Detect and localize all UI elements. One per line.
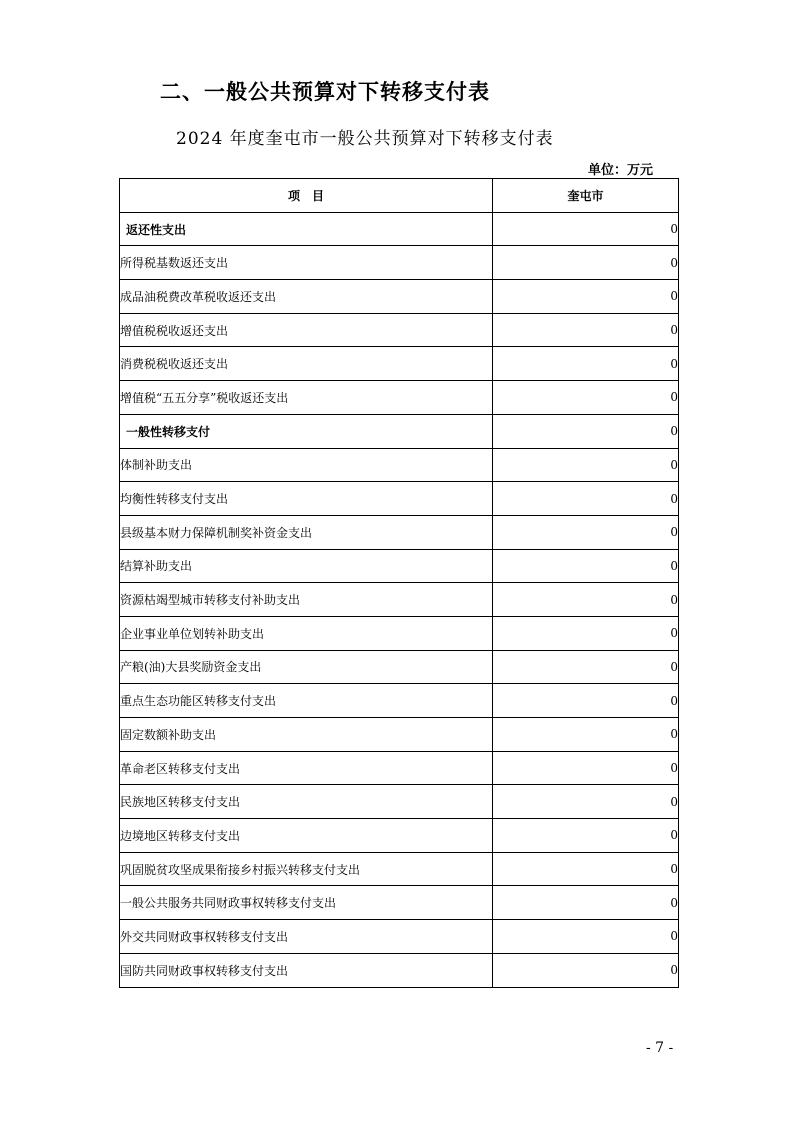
item-label: 民族地区转移支付支出 — [120, 785, 493, 819]
amount-cell: 0 — [493, 347, 679, 381]
table-row — [120, 583, 679, 617]
item-label: 一般公共服务共同财政事权转移支付支出 — [120, 886, 493, 920]
item-label: 巩固脱贫攻坚成果衔接乡村振兴转移支付支出 — [120, 852, 493, 886]
amount-cell: 0 — [493, 819, 679, 853]
table-row — [120, 212, 679, 246]
category-label: 返还性支出 — [120, 212, 493, 246]
item-label: 资源枯竭型城市转移支付补助支出 — [120, 583, 493, 617]
unit-label: 单位：万元 — [587, 163, 653, 178]
amount-cell: 0 — [493, 381, 679, 415]
item-label: 成品油税费改革税收返还支出 — [120, 280, 493, 314]
item-label: 革命老区转移支付支出 — [120, 751, 493, 785]
item-label: 重点生态功能区转移支付支出 — [120, 684, 493, 718]
amount-cell: 0 — [493, 785, 679, 819]
table-row — [120, 616, 679, 650]
item-label: 国防共同财政事权转移支付支出 — [120, 953, 493, 987]
table-row — [120, 886, 679, 920]
table-row — [120, 347, 679, 381]
item-label: 增值税“五五分享”税收返还支出 — [120, 381, 493, 415]
table-row — [120, 549, 679, 583]
amount-cell: 0 — [493, 751, 679, 785]
item-label: 体制补助支出 — [120, 448, 493, 482]
amount-cell: 0 — [493, 313, 679, 347]
table-row — [120, 313, 679, 347]
amount-cell: 0 — [493, 886, 679, 920]
table-row — [120, 414, 679, 448]
item-label: 结算补助支出 — [120, 549, 493, 583]
amount-cell: 0 — [493, 650, 679, 684]
item-label: 边境地区转移支付支出 — [120, 819, 493, 853]
table-row — [120, 448, 679, 482]
amount-cell: 0 — [493, 414, 679, 448]
page-number: - 7 - — [646, 1040, 674, 1056]
amount-cell: 0 — [493, 246, 679, 280]
amount-cell: 0 — [493, 448, 679, 482]
table-row — [120, 515, 679, 549]
table-row — [120, 650, 679, 684]
amount-cell: 0 — [493, 920, 679, 954]
table-row — [120, 785, 679, 819]
item-label: 消费税税收返还支出 — [120, 347, 493, 381]
amount-cell: 0 — [493, 515, 679, 549]
table-row — [120, 684, 679, 718]
item-label: 增值税税收返还支出 — [120, 313, 493, 347]
item-label: 产粮(油)大县奖励资金支出 — [120, 650, 493, 684]
item-label: 外交共同财政事权转移支付支出 — [120, 920, 493, 954]
amount-cell: 0 — [493, 718, 679, 752]
amount-cell: 0 — [493, 280, 679, 314]
table-title: 2024 年度奎屯市一般公共预算对下转移支付表 — [176, 129, 554, 149]
item-label: 均衡性转移支付支出 — [120, 482, 493, 516]
table-row — [120, 852, 679, 886]
item-label: 所得税基数返还支出 — [120, 246, 493, 280]
table-row — [120, 751, 679, 785]
header-region: 奎屯市 — [493, 179, 679, 213]
amount-cell: 0 — [493, 583, 679, 617]
table-row — [120, 482, 679, 516]
amount-cell: 0 — [493, 482, 679, 516]
amount-cell: 0 — [493, 684, 679, 718]
item-label: 县级基本财力保障机制奖补资金支出 — [120, 515, 493, 549]
table-row — [120, 381, 679, 415]
item-label: 企业事业单位划转补助支出 — [120, 616, 493, 650]
section-heading: 二、一般公共预算对下转移支付表 — [160, 80, 490, 104]
transfer-payment-table — [119, 178, 679, 988]
table-row — [120, 246, 679, 280]
category-label: 一般性转移支付 — [120, 414, 493, 448]
amount-cell: 0 — [493, 549, 679, 583]
table-row — [120, 953, 679, 987]
table-row — [120, 280, 679, 314]
table-row — [120, 920, 679, 954]
header-item: 项 目 — [120, 179, 493, 213]
amount-cell: 0 — [493, 616, 679, 650]
table-body — [120, 212, 679, 987]
amount-cell: 0 — [493, 852, 679, 886]
table-header-row — [120, 179, 679, 213]
amount-cell: 0 — [493, 953, 679, 987]
item-label: 固定数额补助支出 — [120, 718, 493, 752]
table-row — [120, 819, 679, 853]
amount-cell: 0 — [493, 212, 679, 246]
table-row — [120, 718, 679, 752]
